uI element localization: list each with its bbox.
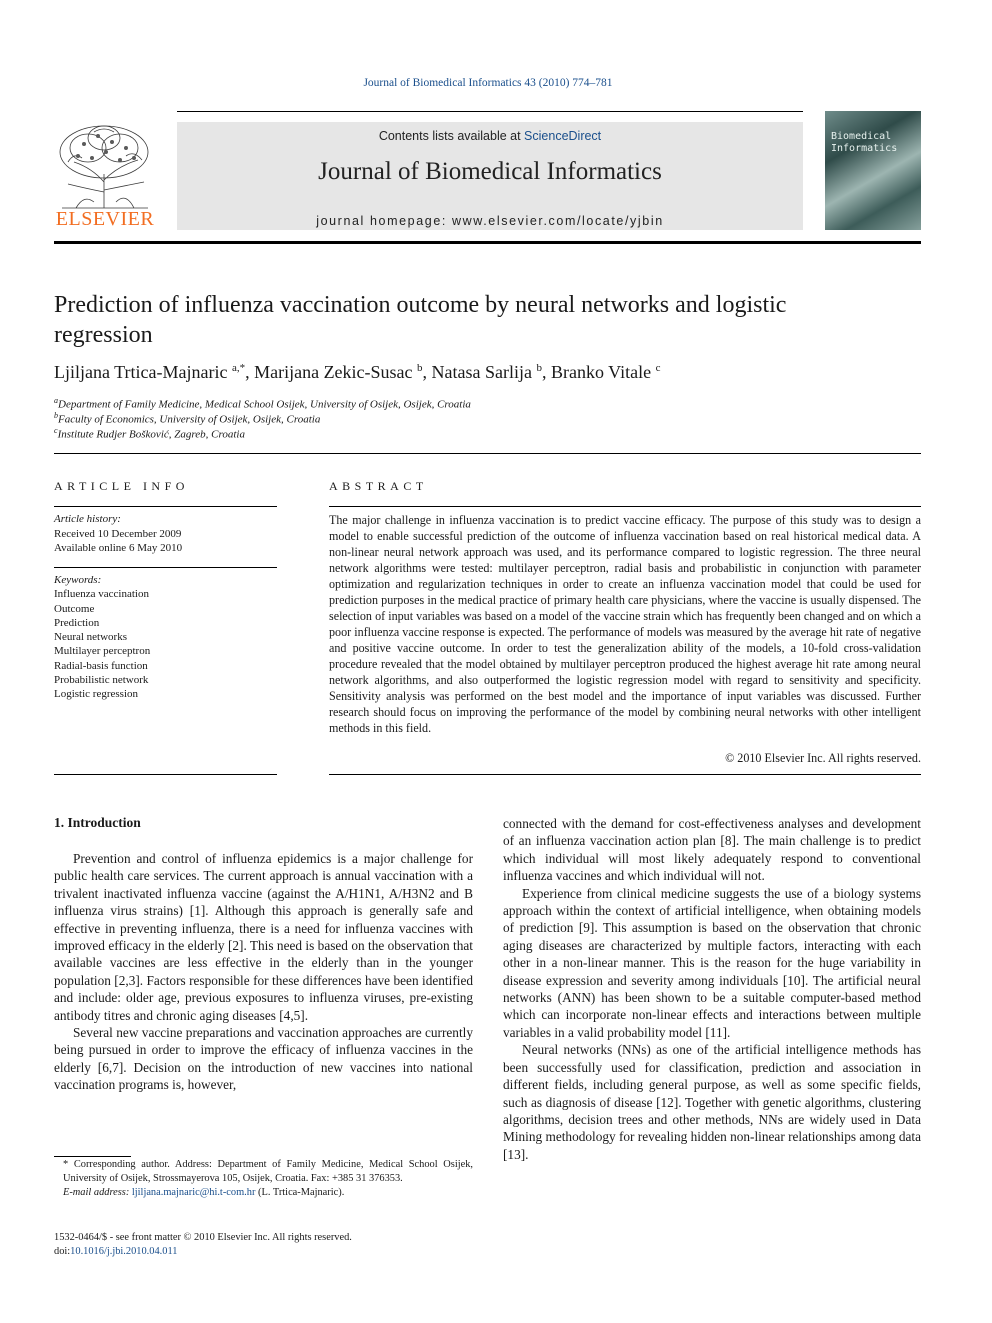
keyword: Prediction bbox=[54, 616, 100, 629]
email-line bbox=[54, 1186, 473, 1200]
contents-prefix: Contents lists available at bbox=[378, 129, 525, 143]
cover-title: Biomedical Informatics bbox=[831, 131, 898, 154]
body-column-left bbox=[54, 850, 473, 1094]
doi-line bbox=[54, 1245, 554, 1259]
author-affil-marker[interactable]: b bbox=[536, 362, 542, 374]
affiliation-rule bbox=[54, 453, 921, 454]
sciencedirect-link[interactable]: ScienceDirect bbox=[524, 129, 602, 143]
keyword: Neural networks bbox=[54, 631, 128, 644]
corresponding-author-note: * Corresponding author. Address: Department of Family Medicine, Medical School Osijek, University of Osijek, Strossmayerova 105, Osijek, Croatia. Fax: +385 31 376353. bbox=[63, 1159, 473, 1184]
keyword: Multilayer perceptron bbox=[54, 645, 151, 658]
body-paragraph: Experience from clinical medicine suggests the use of a biology systems approach within the context of artificial intelligence, when obtaining models of prediction [9]. This assumption is based on the observation that chronic aging diseases are characterized by multiple factors, interacting with each other in a non-linear manner. This is the reason for the huge variability in disease expression and severity among individuals [10]. The artificial neural networks (ANN) has been shown to be a suitable computer-based method which can incorporate non-linear effects and interactions between multiple variables in a valid probability model [11]. bbox=[503, 885, 921, 1040]
keyword: Radial-basis function bbox=[54, 659, 148, 672]
footnote-rule bbox=[54, 1156, 131, 1157]
abstract-text: The major challenge in influenza vaccination is to predict vaccine efficacy. The purpose of this study was to design a model to enable successful prediction of the outcome of influenza vaccination based on real historical medical data. A non-linear neural network approach was used, and its performance compared to logistic regression. The three neural network algorithms were tested: multilayer perceptron, radial basis and probabilistic in conjunction with parameter optimization and regularization techniques in order to create an influenza vaccination model that could be used for prediction purposes in the medical practice of primary health care physicians, where the vaccine is usually dispensed. The selection of input variables was based on a model of the vaccine strain which has frequently been changed and on which a poor influenza vaccine response is expected. The performance of models was measured by the average hit rate of negative and positive vaccine outcome. In order to test the generalization ability of the models, a 10-fold cross-validation procedure revealed that the model obtained by multilayer perceptron produced the highest average hit rate among neural network algorithms, and also outperformed the logistic regression model with regard to sensitivity and specificity. Sensitivity analysis was performed on the best model and the importance of input variables was discussed. Further research should focus on improving the performance of the model by combining neural networks with other intelligent methods in this field. bbox=[329, 513, 921, 735]
keywords-label: Keywords: bbox=[54, 574, 102, 586]
affiliation bbox=[54, 396, 471, 411]
abstract-rule bbox=[329, 506, 921, 507]
affiliation bbox=[54, 426, 245, 441]
article-title: Prediction of influenza vaccination outcome by neural networks and logistic regression bbox=[54, 292, 787, 348]
article-history bbox=[54, 512, 277, 556]
author-name: Natasa Sarlija bbox=[431, 362, 532, 382]
affiliation-marker: b bbox=[54, 411, 58, 420]
body-paragraph: Prevention and control of influenza epidemics is a major challenge for public health care services. The current approach is annual vaccination with a trivalent inactivated influenza vaccine (against the A/H1N1, A/H3N2 and B influenza virus strains) [1]. Although this approach is generally safe and effective in preventing influenza, there is a need for influenza vaccines with improved efficacy in the elderly [2]. This need is based on the observation that available vaccines are less effective in the elderly than in the younger population [2,3]. Factors responsible for these differences have been identified and include: older age, previous exposures to influenza viruses, pre-existing antibody titres and chronic aging diseases [4,5]. bbox=[54, 851, 473, 1023]
author-list: Ljiljana Trtica-Majnaric $^{a,*}$, Marijana Zekic-Susac $^b$, Natasa Sarlija $^b$, Branko Vitale $^c$ bbox=[54, 362, 661, 382]
journal-title: Journal of Biomedical Informatics bbox=[318, 158, 662, 185]
affiliation bbox=[54, 411, 320, 426]
header-bottom-rule bbox=[54, 241, 921, 244]
keyword: Logistic regression bbox=[54, 688, 139, 701]
author-name: Marijana Zekic-Susac bbox=[254, 362, 413, 382]
journal-homepage[interactable]: journal homepage: www.elsevier.com/locate/yjbin bbox=[316, 214, 664, 228]
abstract-rule bbox=[329, 774, 921, 775]
article-info-rule bbox=[54, 567, 277, 568]
keywords-list bbox=[54, 573, 277, 702]
issn-line: 1532-0464/$ - see front matter © 2010 Elsevier Inc. All rights reserved. bbox=[54, 1232, 352, 1243]
affiliation-marker: c bbox=[54, 426, 58, 435]
keyword: Influenza vaccination bbox=[54, 588, 149, 601]
author-name: Ljiljana Trtica-Majnaric bbox=[54, 362, 228, 382]
journal-cover-image bbox=[825, 111, 921, 230]
email-label: E-mail address: bbox=[63, 1187, 132, 1198]
keyword: Outcome bbox=[54, 602, 95, 615]
author-name: Branko Vitale bbox=[551, 362, 652, 382]
author-affil-marker[interactable]: a,* bbox=[231, 362, 246, 374]
abstract-heading: ABSTRACT bbox=[329, 479, 428, 493]
article-info-heading: ARTICLE INFO bbox=[54, 479, 189, 493]
corresponding-author-footnote bbox=[54, 1158, 473, 1200]
received-date: Received 10 December 2009 bbox=[54, 527, 182, 540]
author-affil-marker[interactable]: b bbox=[417, 362, 423, 374]
affiliation-text: Department of Family Medicine, Medical School Osijek, University of Osijek, Osijek, Croatia bbox=[58, 398, 471, 411]
author-affil-marker[interactable]: c bbox=[655, 362, 661, 374]
article-info-rule bbox=[54, 774, 277, 775]
email-suffix: (L. Trtica-Majnaric). bbox=[255, 1187, 345, 1198]
front-matter bbox=[54, 1231, 554, 1259]
abstract-copyright: © 2010 Elsevier Inc. All rights reserved. bbox=[725, 751, 921, 765]
article-info-rule bbox=[54, 506, 277, 507]
journal-masthead bbox=[177, 122, 803, 230]
elsevier-wordmark: ELSEVIER bbox=[55, 208, 155, 230]
body-paragraph: Neural networks (NNs) as one of the artificial intelligence methods has been successfully used for classification, prediction and association in different fields, including general purpose, as well as some specific fields, such as diagnosis of disease [12]. Together with genetic algorithms, clustering algorithms, decision trees and other methods, NNs are widely used in Data Mining methodology for revealing hidden non-linear relationships among data [13]. bbox=[503, 1042, 922, 1162]
affiliation-text: Faculty of Economics, University of Osijek, Osijek, Croatia bbox=[58, 413, 321, 426]
doi-label: doi: bbox=[54, 1246, 71, 1257]
body-paragraph: Several new vaccine preparations and vaccination approaches are currently being pursued in order to improve the efficacy of influenza vaccines in the elderly [6,7]. Decision on the introduction of new vaccines into national vaccination programs is, however, bbox=[54, 1025, 473, 1093]
history-label: Article history: bbox=[54, 513, 121, 525]
affiliation-text: Institute Rudjer Bošković, Zagreb, Croatia bbox=[57, 428, 245, 441]
doi-link[interactable]: 10.1016/j.jbi.2010.04.011 bbox=[70, 1246, 178, 1257]
body-paragraph: connected with the demand for cost-effectiveness analyses and development of an influenza vaccination action plan [8]. The main challenge is to predict which individual will most likely adequately respond to conventional influenza vaccines and which individual will not. bbox=[503, 816, 921, 884]
keyword: Probabilistic network bbox=[54, 674, 149, 687]
section-heading: 1. Introduction bbox=[54, 815, 141, 830]
journal-reference[interactable]: Journal of Biomedical Informatics 43 (2010) 774–781 bbox=[363, 77, 613, 89]
available-date: Available online 6 May 2010 bbox=[54, 542, 183, 554]
contents-line bbox=[177, 129, 803, 143]
email-link[interactable]: ljiljana.majnaric@hi.t-com.hr bbox=[131, 1187, 256, 1198]
header-top-rule bbox=[177, 111, 803, 112]
affiliation-marker: a bbox=[54, 396, 58, 405]
body-column-right bbox=[503, 815, 921, 1163]
